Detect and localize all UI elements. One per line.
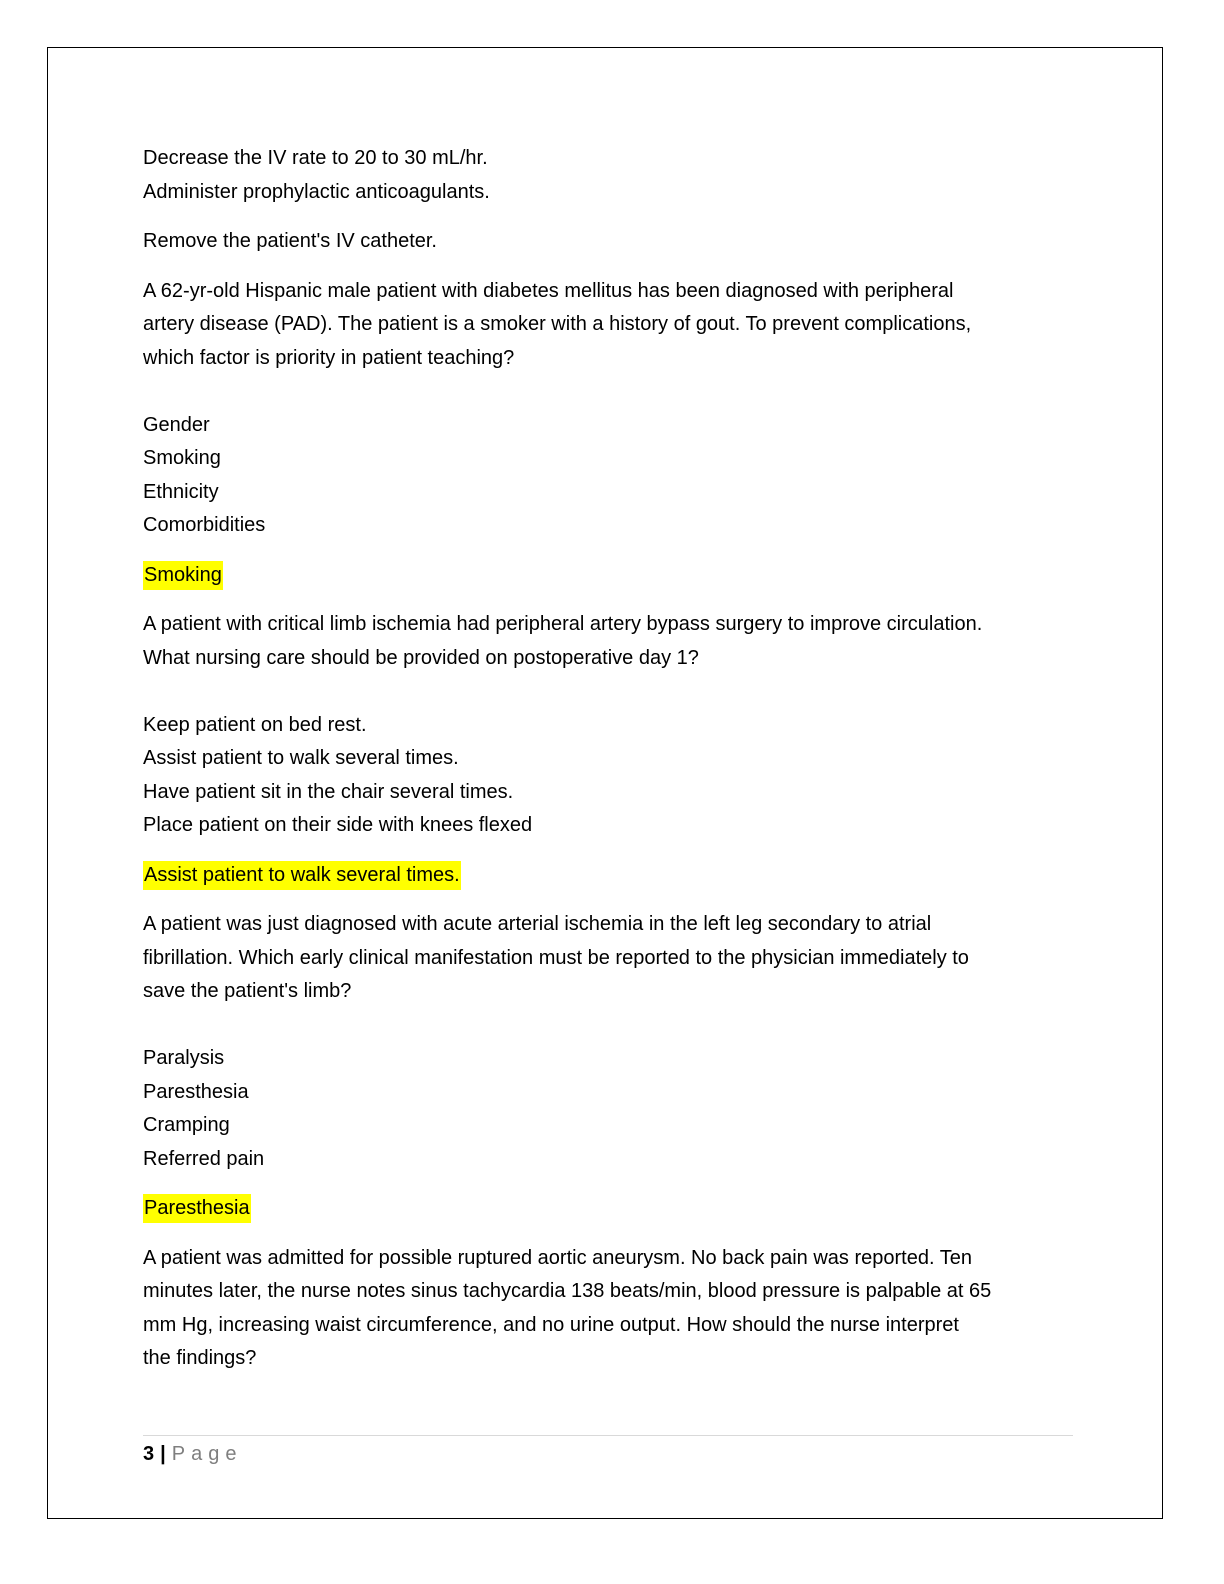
question-4 [143,1242,1083,1376]
option-item: Referred pain [143,1147,265,1170]
option-item: Gender [143,413,210,436]
previous-answer [143,225,1083,259]
blank-line [143,675,1083,709]
question-stem-line: fibrillation. Which early clinical manifestation must be reported to the physician immediately to [143,946,969,969]
blank-line [143,375,1083,409]
question-stem-line: the findings? [143,1347,257,1369]
question-2 [143,608,1083,843]
answer-text: Remove the patient's IV catheter. [143,230,437,252]
option-line: Administer prophylactic anticoagulants. [143,180,490,203]
question-stem-line: A patient with critical limb ischemia had peripheral artery bypass surgery to improve circulation. [143,613,983,635]
question-stem-line: minutes later, the nurse notes sinus tachycardia 138 beats/min, blood pressure is palpable at 65 [143,1280,992,1302]
option-item: Have patient sit in the chair several times. [143,780,514,803]
question-stem-line: What nursing care should be provided on postoperative day 1? [143,646,699,669]
page-footer [143,1441,242,1467]
previous-options [143,142,1083,209]
question-1 [143,275,1083,543]
question-stem-line: A patient was just diagnosed with acute arterial ischemia in the left leg secondary to atrial [143,913,932,935]
option-item: Place patient on their side with knees flexed [143,814,533,836]
highlighted-answer: Smoking [143,561,223,590]
question-stem-line: which factor is priority in patient teaching? [143,346,515,369]
question-stem-line: A 62-yr-old Hispanic male patient with diabetes mellitus has been diagnosed with peripheral [143,279,954,302]
question-stem-line: artery disease (PAD). The patient is a smoker with a history of gout. To prevent complications, [143,313,972,335]
answer-1 [143,559,1083,593]
option-item: Cramping [143,1114,230,1136]
answer-3 [143,1192,1083,1226]
blank-line [143,1009,1083,1043]
document-body [143,142,1083,1392]
option-line: Decrease the IV rate to 20 to 30 mL/hr. [143,147,488,169]
page-number: 3 [143,1443,155,1465]
option-item: Smoking [143,447,221,469]
option-item: Keep patient on bed rest. [143,713,367,736]
option-item: Ethnicity [143,480,219,503]
option-item: Paralysis [143,1047,225,1069]
highlighted-answer: Paresthesia [143,1194,251,1223]
answer-2 [143,859,1083,893]
question-3 [143,908,1083,1176]
footer-separator: | [160,1443,166,1465]
option-item: Comorbidities [143,514,266,536]
option-item: Paresthesia [143,1080,249,1103]
question-stem-line: save the patient's limb? [143,980,352,1002]
question-stem-line: A patient was admitted for possible ruptured aortic aneurysm. No back pain was reported. Ten [143,1246,972,1269]
highlighted-answer: Assist patient to walk several times. [143,861,461,890]
footer-divider [143,1435,1073,1436]
page-label: Page [171,1443,243,1465]
option-item: Assist patient to walk several times. [143,747,459,769]
question-stem-line: mm Hg, increasing waist circumference, and no urine output. How should the nurse interpret [143,1313,959,1336]
